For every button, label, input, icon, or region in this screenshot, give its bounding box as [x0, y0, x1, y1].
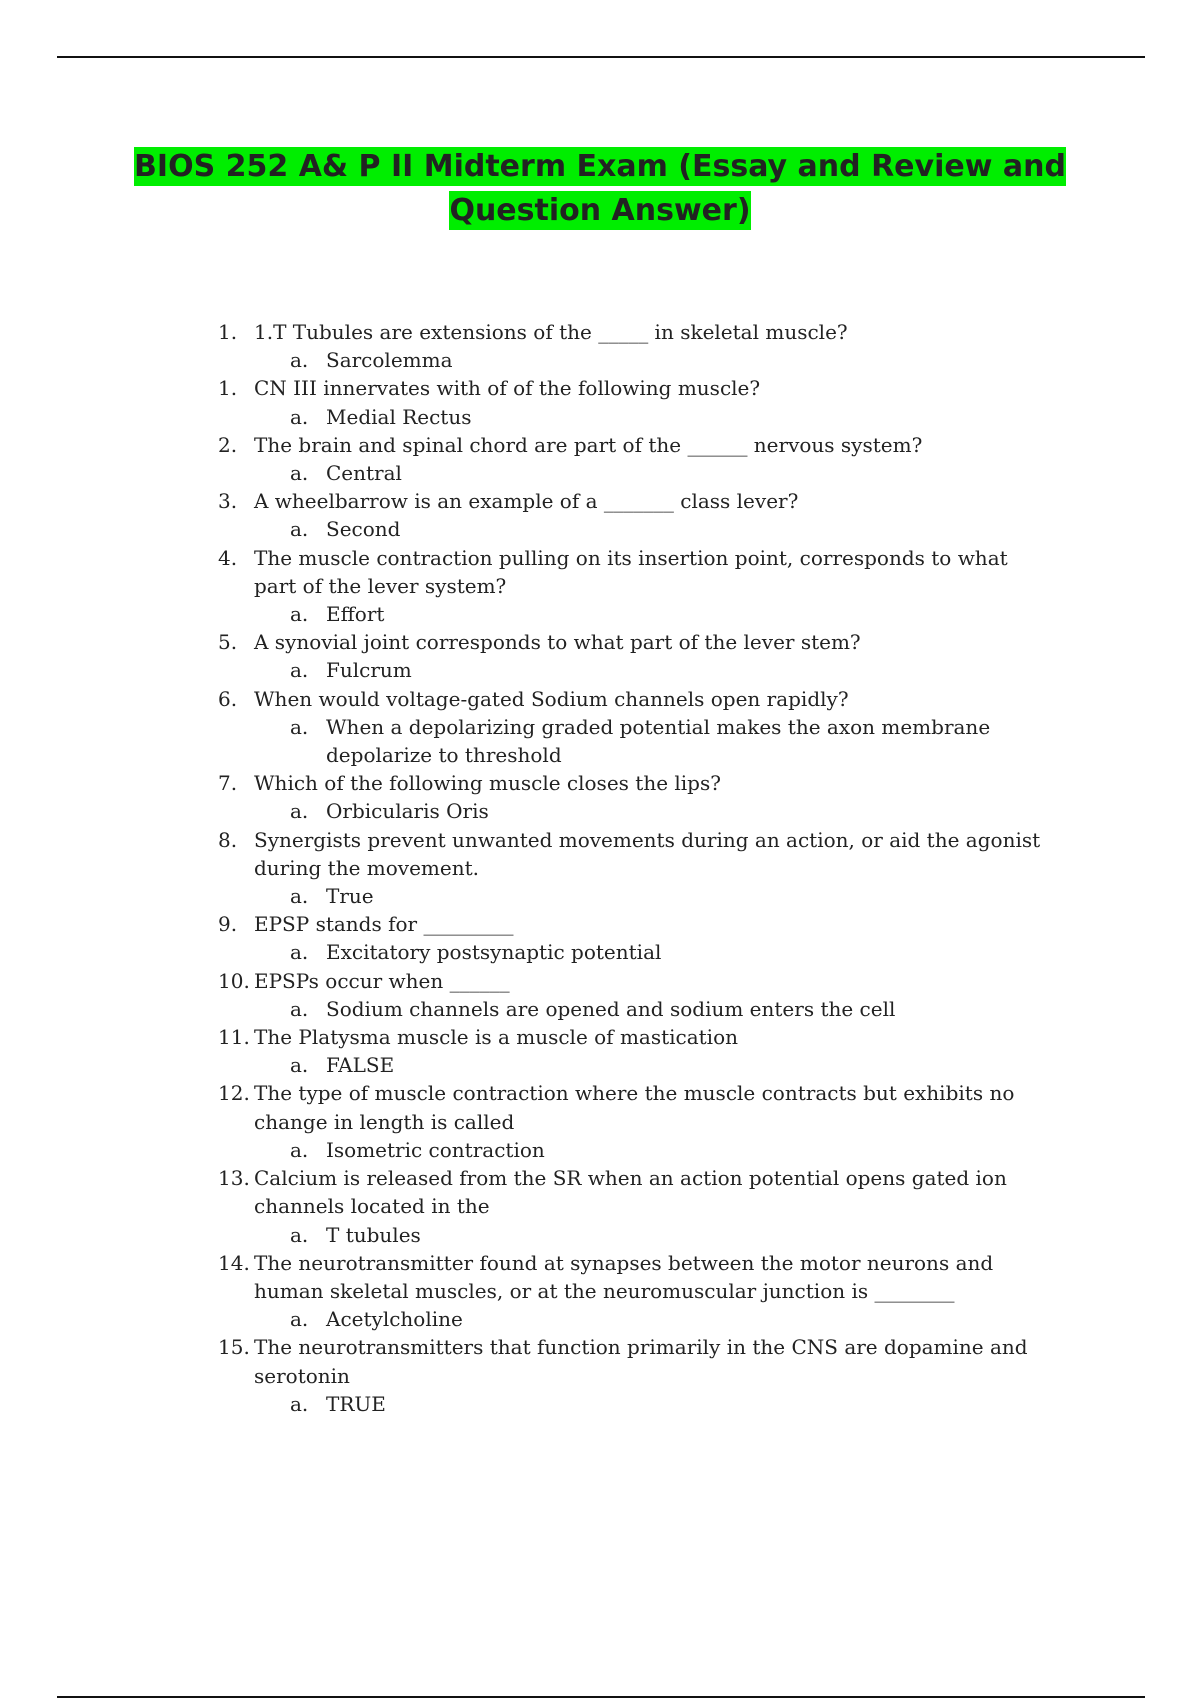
answer-text: Acetylcholine: [326, 1307, 463, 1332]
answer-item: [0, 656, 1200, 684]
question-number: 14.: [218, 1250, 250, 1275]
answer-item: [0, 459, 1200, 487]
answer-text: T tubules: [326, 1222, 421, 1247]
answer-item: [0, 1390, 1200, 1418]
question-text: CN III innervates with of of the following muscle?: [254, 376, 761, 401]
question-text: Synergists prevent unwanted movements during an action, or aid the agonist during the movement.: [254, 827, 1041, 880]
answer-text: Medial Rectus: [326, 404, 472, 429]
question-item: [0, 1249, 1200, 1305]
answer-text: Fulcrum: [326, 658, 412, 683]
question-item: [0, 544, 1200, 600]
answer-item: [0, 403, 1200, 431]
question-text: A synovial joint corresponds to what part of the lever stem?: [254, 630, 861, 655]
question-text: The muscle contraction pulling on its insertion point, corresponds to what part of the lever system?: [254, 545, 1008, 598]
answer-text: Effort: [326, 602, 385, 627]
answer-text: Sarcolemma: [326, 348, 453, 373]
answer-item: [0, 882, 1200, 910]
document-title: [100, 145, 1100, 233]
question-item: [0, 628, 1200, 656]
question-number: 4.: [218, 545, 238, 570]
question-item: [0, 487, 1200, 515]
question-item: [0, 1079, 1200, 1135]
answer-text: Excitatory postsynaptic potential: [326, 940, 662, 965]
bottom-rule: [57, 1696, 1145, 1698]
answer-text: Central: [326, 461, 402, 486]
question-item: [0, 1164, 1200, 1220]
answer-item: [0, 515, 1200, 543]
answer-text: Isometric contraction: [326, 1137, 545, 1162]
question-text: The neurotransmitters that function primarily in the CNS are dopamine and serotonin: [254, 1335, 1028, 1388]
answer-text: Second: [326, 517, 401, 542]
question-text: 1.T Tubules are extensions of the _____ in skeletal muscle?: [254, 320, 848, 344]
question-number: 3.: [218, 489, 238, 514]
question-text: When would voltage-gated Sodium channels open rapidly?: [254, 686, 849, 711]
answer-text: True: [326, 884, 374, 909]
answer-text: TRUE: [326, 1391, 386, 1416]
question-text: The brain and spinal chord are part of the ______ nervous system?: [254, 432, 923, 457]
answer-letter: a.: [290, 517, 309, 542]
question-item: [0, 826, 1200, 882]
question-item: [0, 967, 1200, 995]
answer-letter: a.: [290, 884, 309, 909]
answer-letter: a.: [290, 1307, 309, 1332]
answer-item: [0, 1051, 1200, 1079]
answer-letter: a.: [290, 714, 309, 739]
question-item: [0, 685, 1200, 713]
answer-letter: a.: [290, 940, 309, 965]
question-text: EPSPs occur when ______: [254, 968, 510, 993]
question-text: The neurotransmitter found at synapses between the motor neurons and human skeletal muscles, or at the neuromuscular junction is ________: [254, 1250, 994, 1303]
answer-letter: a.: [290, 461, 309, 486]
answer-item: [0, 713, 1200, 769]
question-text: The Platysma muscle is a muscle of mastication: [254, 1025, 739, 1050]
question-number: 8.: [218, 827, 238, 852]
question-list: [0, 318, 1200, 1418]
question-number: 11.: [218, 1025, 250, 1050]
question-number: 13.: [218, 1166, 250, 1191]
answer-item: [0, 797, 1200, 825]
question-text: EPSP stands for _________: [254, 912, 514, 937]
answer-letter: a.: [290, 1053, 309, 1078]
answer-letter: a.: [290, 602, 309, 627]
answer-text: When a depolarizing graded potential makes the axon membrane depolarize to threshold: [326, 714, 991, 768]
question-number: 1.: [218, 320, 238, 344]
question-number: 15.: [218, 1335, 250, 1360]
question-text: The type of muscle contraction where the muscle contracts but exhibits no change in length is called: [254, 1081, 1015, 1134]
question-number: 7.: [218, 771, 238, 796]
question-item: [0, 1023, 1200, 1051]
question-number: 6.: [218, 686, 238, 711]
question-number: 2.: [218, 432, 238, 457]
question-item: [0, 374, 1200, 402]
answer-item: [0, 1221, 1200, 1249]
answer-text: FALSE: [326, 1053, 395, 1078]
answer-letter: a.: [290, 658, 309, 683]
answer-item: [0, 1136, 1200, 1164]
question-number: 1.: [218, 376, 238, 401]
answer-letter: a.: [290, 1391, 309, 1416]
answer-letter: a.: [290, 1222, 309, 1247]
answer-item: [0, 346, 1200, 374]
question-text: A wheelbarrow is an example of a _______ class lever?: [254, 489, 799, 514]
top-rule: [57, 56, 1145, 58]
question-item: [0, 318, 1200, 346]
question-number: 5.: [218, 630, 238, 655]
answer-text: Sodium channels are opened and sodium enters the cell: [326, 996, 896, 1021]
question-text: Calcium is released from the SR when an action potential opens gated ion channels located in the: [254, 1166, 1007, 1219]
question-item: [0, 431, 1200, 459]
answer-letter: a.: [290, 1137, 309, 1162]
title-line-2: Question Answer): [449, 193, 751, 228]
question-item: [0, 769, 1200, 797]
answer-item: [0, 938, 1200, 966]
question-number: 12.: [218, 1081, 250, 1106]
answer-item: [0, 1305, 1200, 1333]
question-item: [0, 910, 1200, 938]
answer-text: Orbicularis Oris: [326, 799, 489, 824]
answer-item: [0, 600, 1200, 628]
question-text: Which of the following muscle closes the lips?: [254, 771, 721, 796]
answer-item: [0, 995, 1200, 1023]
question-number: 9.: [218, 912, 238, 937]
question-item: [0, 1333, 1200, 1389]
answer-letter: a.: [290, 404, 309, 429]
title-line-1: BIOS 252 A& P II Midterm Exam (Essay and Review and: [134, 149, 1066, 184]
question-number: 10.: [218, 968, 250, 993]
answer-letter: a.: [290, 799, 309, 824]
answer-letter: a.: [290, 348, 309, 373]
answer-letter: a.: [290, 996, 309, 1021]
